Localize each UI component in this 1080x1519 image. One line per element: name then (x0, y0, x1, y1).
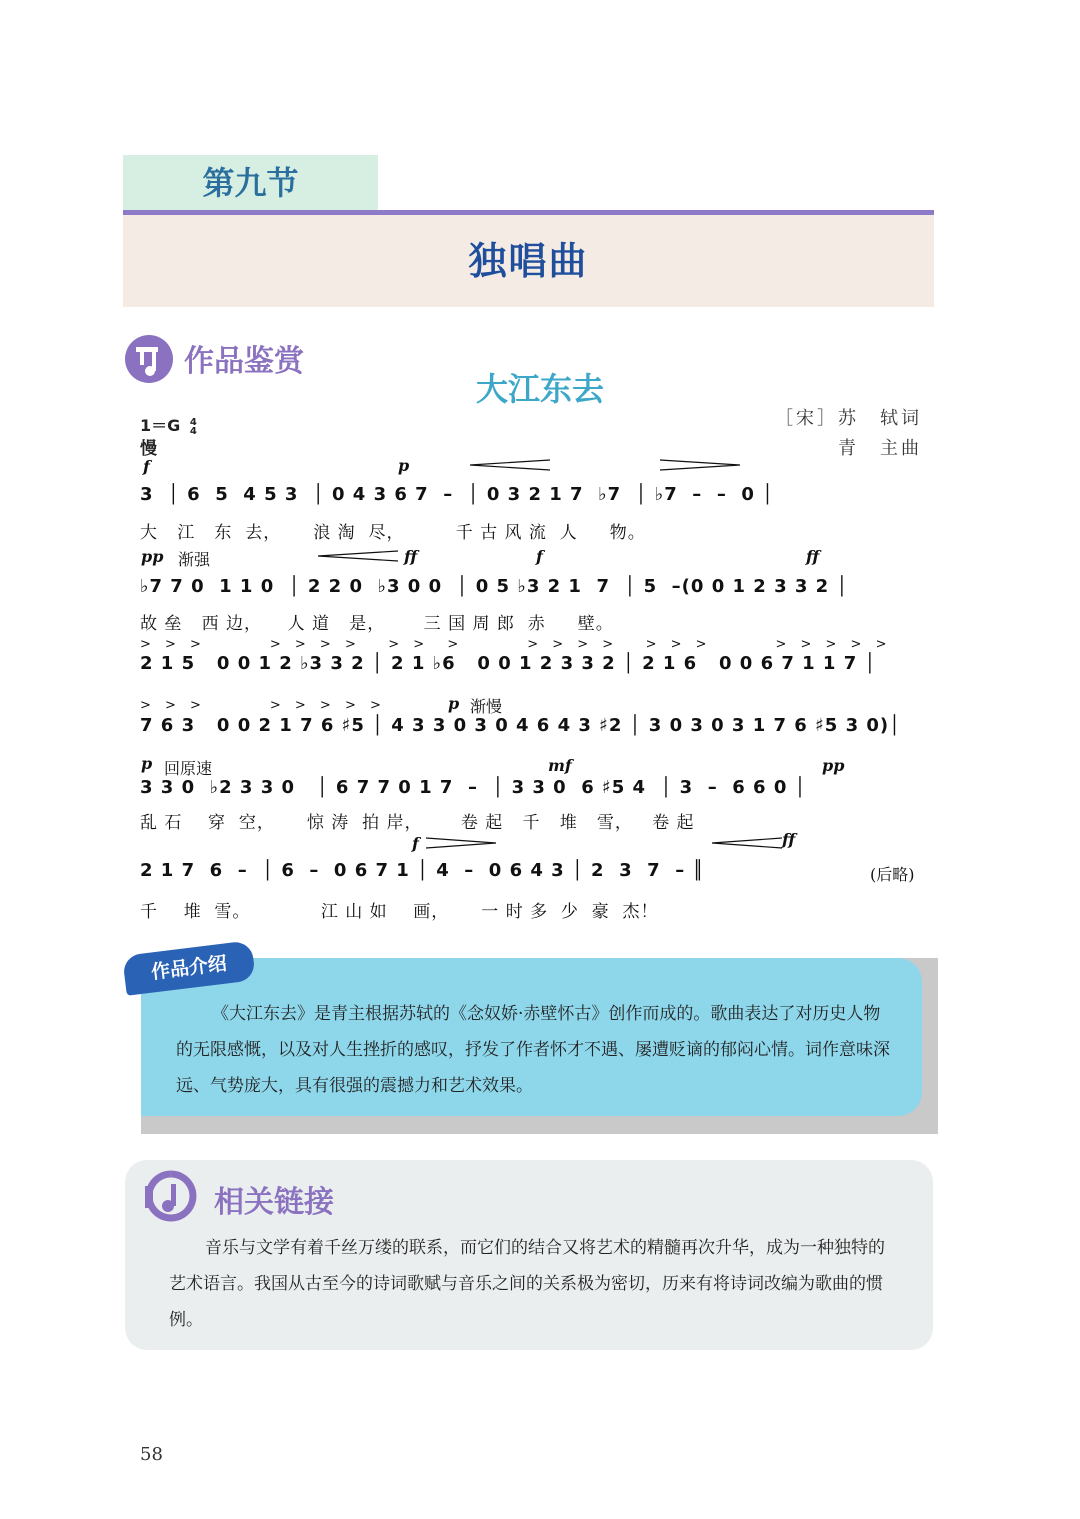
song-title: 大江东去 (475, 370, 604, 408)
title-band (123, 215, 934, 307)
tempo-mark: 渐强 (178, 550, 211, 569)
dynamic-mark: ff (806, 547, 820, 566)
tempo-mark: 渐慢 (470, 697, 503, 716)
lyrics-line-6: 千 堆 雪。 江 山 如 画， 一 时 多 少 豪 杰！ (140, 902, 659, 922)
time-num: 4 (189, 416, 197, 428)
decrescendo-hairpin (426, 836, 496, 850)
page-title: 独唱曲 (468, 239, 589, 283)
score-line-1: 3 │ 6 5 4 5 3 │ 0 4 3 6 7 – │ 0 3 2 1 7 ♭7 │ ♭7 – – 0 │ (140, 484, 774, 505)
dynamic-mark: p (448, 694, 460, 713)
link-music-icon (141, 1170, 201, 1222)
crescendo-hairpin (470, 458, 550, 472)
crescendo-hairpin (318, 549, 398, 563)
accent-marks: > > > > > > > > (140, 698, 386, 713)
key-label: 1＝G (140, 416, 181, 435)
intro-text: 《大江东去》是青主根据苏轼的《念奴娇·赤壁怀古》创作而成的。歌曲表达了对历史人物的无限感慨，以及对人生挫折的感叹，抒发了作者怀才不遇、屡遭贬谪的郁闷心情。词作意味深远、气势庞大，具有很强的震撼力和艺术效果。 (176, 1004, 890, 1096)
tempo-marking: 慢 (140, 439, 157, 459)
links-text: 音乐与文学有着千丝万缕的联系，而它们的结合又将艺术的精髓再次升华，成为一种独特的艺术语言。我国从古至今的诗词歌赋与音乐之间的关系极为密切，历来有将诗词改编为歌曲的惯例。 (169, 1238, 885, 1330)
accent-marks: > > > > > > > > > > > > > > > > > > > > > > (140, 637, 892, 652)
dynamic-mark: f (536, 547, 543, 566)
section-tab (123, 155, 378, 211)
key-signature (140, 413, 197, 436)
dynamic-mark: f (412, 834, 419, 853)
dynamic-mark: mf (548, 756, 572, 775)
score-line-6: 2 1 7 6 – │ 6 – 0 6 7 1 │ 4 – 0 6 4 3 │ 2 3 7 – ║ (140, 860, 705, 881)
lyrics-line-2: 故 垒 西 边， 人 道 是， 三 国 周 郎 赤 壁。 (140, 614, 614, 634)
decrescendo-hairpin (660, 458, 740, 472)
appreciation-heading: 作品鉴赏 (184, 344, 304, 379)
lyrics-line-1: 大 江 东 去， 浪 淘 尽， 千 古 风 流 人 物。 (140, 523, 646, 543)
dynamic-mark: ff (404, 547, 418, 566)
dynamic-mark: f (143, 457, 150, 476)
dynamic-mark: ff (782, 830, 796, 849)
intro-tab-label: 作品介绍 (149, 952, 229, 984)
page-number: 58 (140, 1444, 163, 1465)
score-line-2: ♭7 7 0 1 1 0 │ 2 2 0 ♭3 0 0 │ 0 5 ♭3 2 1 7 │ 5 –(0 0 1 2 3 3 2 │ (140, 576, 849, 597)
score-line-5: 3 3 0 ♭2 3 3 0 │ 6 7 7 0 1 7 – │ 3 3 0 6 ♯5 4 │ 3 – 6 6 0 │ (140, 777, 807, 798)
lyrics-line-5: 乱 石 穿 空， 惊 涛 拍 岸， 卷 起 千 堆 雪， 卷 起 (140, 813, 695, 833)
omitted-note: (后略) (870, 865, 915, 884)
composer-credit: 青 主曲 (838, 438, 922, 459)
lyricist-credit: ［宋］苏 轼词 (775, 408, 922, 429)
dynamic-mark: p (141, 754, 153, 773)
dynamic-mark: pp (141, 547, 164, 566)
score-line-3: 2 1 5 0 0 1 2 ♭3 3 2 │ 2 1 ♭6 0 0 1 2 3 3 2 │ 2 1 6 0 0 6 7 1 1 7 │ (140, 653, 877, 674)
time-den: 4 (189, 425, 197, 437)
dynamic-mark: p (398, 456, 410, 475)
crescendo-hairpin (712, 836, 782, 850)
tempo-mark: 回原速 (164, 759, 213, 778)
dynamic-mark: pp (822, 756, 845, 775)
time-signature (190, 418, 197, 436)
links-heading: 相关链接 (214, 1185, 334, 1220)
score-line-4: 7 6 3 0 0 2 1 7 6 ♯5 │ 4 3 3 0 3 0 4 6 4 3 ♯2 │ 3 0 3 0 3 1 7 6 ♯5 3 0)│ (140, 715, 901, 736)
section-label: 第九节 (202, 164, 299, 202)
